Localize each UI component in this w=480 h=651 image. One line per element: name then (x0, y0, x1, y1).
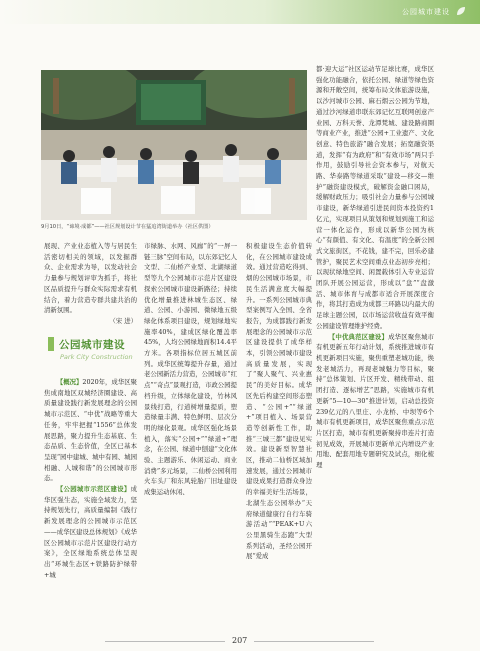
column-2 (144, 241, 237, 498)
heading-accent-bar (48, 337, 54, 351)
column-4 (316, 64, 434, 471)
event-photo (41, 70, 307, 220)
body-paragraph (44, 484, 137, 580)
body-paragraph (44, 377, 137, 484)
body-paragraph: 都·迎大运”社区运动节足球比赛，成华区强化功能融合，依托公园、绿道等绿色资源和开敞空间，统筹布局文体旅游设施，以沙河城市公园、麻石烟云公园为节地，通过沙河绿道串联东郊记忆互联网创意产业园、万科天誉、龙潭梵城、建设路商圈等商业产业，推进“公园+工业遗产、文化创意、特色旅游”融合发展；拓宽融资渠道，发挥“有为政府”和“有效市场”两只手作用，鼓励引导社会资本参与，对航天路、华泰路等绿道采取“建设—移交—维护”融资建设模式，破解资金融口困局，缓解财政压力；吸引社会力量参与公园城市建设，新华绿道引进民间资本投资约1亿元，实现项目从策划和规划到施工和运营一体化运作，形成以新华公园为核心“有颜值、有文化、有温度”的全新公园式文旅街区，不花钱，建不完，回乐必建管护，聚民艺术空间重点业态初步亮相；以现状绿地空间、闲置载体引入专业运营团队开展公园运营，形成以“盘”“盘激活、城市体育与成都市适合开展深度合作，将其打造成为成都三环路以内最大的足球主题公园，以市场运营收益有效平衡公园建设管理维护经费。 (316, 65, 434, 330)
body-paragraph: 积极建设生态价值转化，在公园城市建设成效。通过营造吃得到、烟的公园城市场景，市民生活满意度大幅提升。一系列公园城市典型案例写入全国、全省报告，为成都践行新发展理念的公园城市示范区建设提供了成华样本，引领公园城市建设高质量发展，实现了“聚人聚气、兴业惠民”的美好目标。成华区先后构建空间形态塑造、“公园+”“绿道+”项目植入、场景营造等创新性工作，助推“三城三都”建设见实效。建设新型智慧社区，推动二仙桥区域加速发展，通过公园城市建设成果打造群众身边的幸福美好生活场景，北湖生态公园举办“天府绿道健康行自行车骑游活动”“PEAK+U六公里黑骑生态跑”大型系列活动，圣经公园开展“爱成 (246, 242, 312, 561)
header-title: 公园城市建设 (402, 8, 450, 16)
paragraph-tag: 【中优典范区建设】 (328, 332, 389, 341)
attribution: （宋 进） (109, 316, 137, 325)
page-number: 207 (232, 636, 248, 645)
photo-caption: 9月10日，“谛境·成都”——社区规划设计节在猛追湾街道举办（社区供图） (41, 224, 214, 230)
paragraph-tag: 【公园城市示范区建设】 (56, 485, 131, 494)
paragraph-text: 成华区聚焦城市有机更新五年行动计划，系统推进城市有机更新项目实施，聚焦重塑老城功能，焕发老城活力，再现老城魅力等目标，聚持“总体策划、片区开发、精线带动、组团打造、逐标增艺”思路，实施城市有机更新“5—10—30”推进计划，启动总投资239亿元的八里庄、小龙桥、中坝等6个城市有机更新项目，成华区聚焦重点示范片区打造，城市有机更新聚持串连片打造初见成效，开展城市更新单元内增设产业用地、配套用地专题研究及试点，细化梳理 (316, 332, 434, 470)
section-subtitle: Park City Construction (60, 353, 133, 361)
body-paragraph: 展现、产业业态植入等与居民生活密切相关的领域，以发掘群众、企业需求为导，以发动社会力量参与规划评审为抓手，将社区品质提升与群众实际需求有机结合，着力营造专群共建共治的清新氛围。 (44, 242, 137, 315)
column-1-top (44, 241, 137, 327)
paragraph-text: 成华区强生态，实施全域发力，坚持规划先行，高质量编制《践行新发展理念的公园城市示范区——成华区建设总体规划》《成华区公园城市示范片区建设行动方案》，全区绿地系统总体呈现出“环城生态区+铁路防护绿带+城 (44, 485, 137, 579)
paragraph-tag: 【概况】 (56, 378, 83, 386)
leaf-icon (456, 6, 466, 16)
paragraph-text: 2020年，成华区聚焦成南地区双城经济圈建设、高质量建设践行新发展理念的公园城市示范区、“中优”战略等重大任务，牢牢把握“1556”总体发展思路，聚力提升生态基底、生态品质、生态价值，全区已基本呈现“园中建城、城中有园、城园相融、人城和谐”的公园城市形态。 (44, 378, 137, 483)
column-3 (246, 241, 312, 562)
body-paragraph: 市绿脉、水网、风廊”的“一屏一链三脉”空间布局，以东郊记忆人文型、二仙桥产业型、北湖绿道型等九个公园城市示范片区建设探索公园城市建设新路径；持续优化增量推进林城生态区、绿道、公园、小游园、微绿地五级绿化体系项目建设，规划绿地实施率40%，建成区绿化覆盖率45%，人均公园绿地面积14.4平方米。各项指标位居五城区前列。成华区统筹提升存量，通过老公园新活力营造，公园城市“红点”“奇点”景观打造，市政公园提档升级，立体绿化建设，竹林风景线打造，行道树增量提质，塑造绿量丰满、特色鲜明、层次分明的绿化景观。成华区强化场景植入，落实“公园+”“绿道+”理念，在公园、绿道中刨建“文化体验、主题游乐、休闲运动、商业消费”多元场景，二仙桥公园利用火车头厂和东风轮胎厂旧址建设成集运动休闲、 (144, 242, 237, 497)
section-title: 公园城市建设 (59, 339, 125, 351)
column-1-bottom (44, 377, 137, 580)
body-paragraph (316, 332, 434, 471)
running-header (0, 0, 480, 24)
